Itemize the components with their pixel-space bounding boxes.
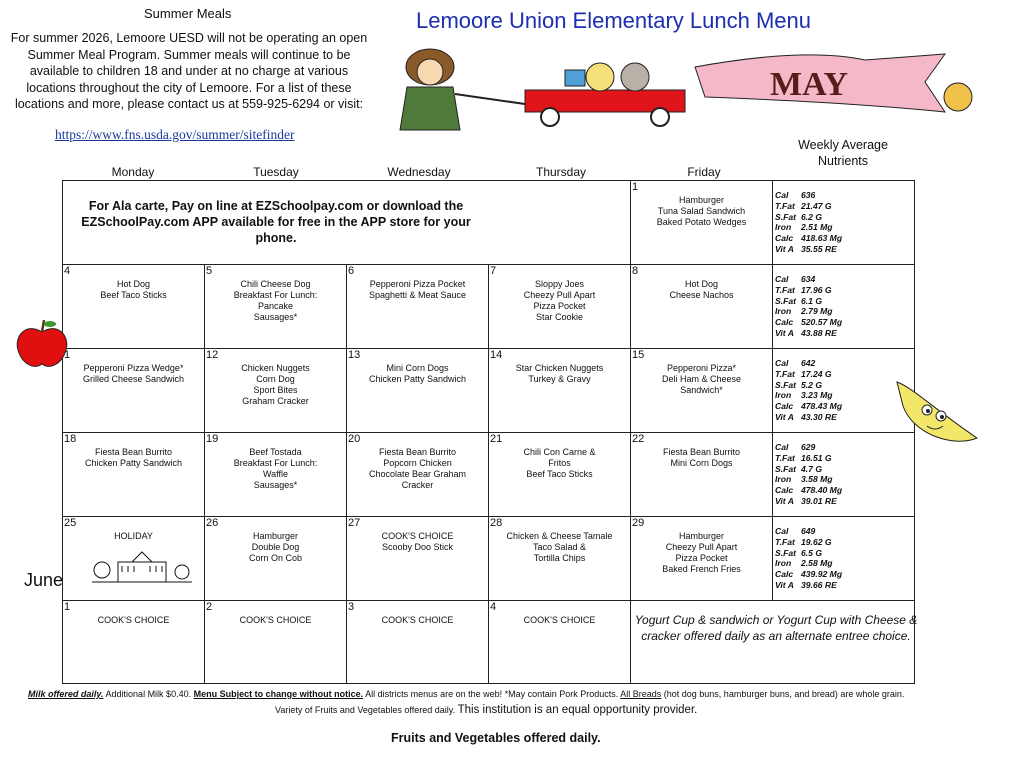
nutrient-row-iron	[775, 306, 914, 317]
nutrient-value: 649	[801, 526, 816, 536]
day-number: 5	[206, 265, 213, 277]
nutrient-row-tfat	[775, 537, 914, 548]
nutrient-row-sfat	[775, 296, 914, 307]
nutrient-row-iron	[775, 474, 914, 485]
nutrient-value: 17.96 G	[801, 284, 832, 295]
nutrient-label: Vit A	[775, 495, 794, 506]
nutrient-label: T.Fat	[775, 452, 795, 463]
nutrient-label: Cal	[775, 358, 789, 368]
day-number: 22	[632, 433, 645, 445]
day-header-wednesday: Wednesday	[387, 165, 451, 179]
day-cell	[631, 265, 773, 349]
footer-line-2	[275, 704, 697, 716]
menu-items: COOK'S CHOICE	[239, 615, 312, 625]
menu-items: Fiesta Bean Burrito Popcorn Chicken Chocolate Bear Graham Cracker	[368, 447, 467, 490]
nutrient-label: T.Fat	[775, 368, 795, 379]
day-cell	[489, 181, 631, 265]
menu-items: COOK'S CHOICE	[381, 615, 454, 625]
menu-items: COOK'S CHOICE Scooby Doo Stick	[381, 531, 454, 552]
day-number: 4	[490, 601, 497, 613]
footer-equal-opportunity: This institution is an equal opportunity provider.	[457, 704, 698, 716]
nutrient-row-sfat	[775, 464, 914, 475]
nutrient-value: 629	[801, 442, 816, 452]
day-number: 27	[348, 517, 361, 529]
nutrient-label: Iron	[775, 222, 792, 233]
nutrient-label: Vit A	[775, 579, 794, 590]
menu-items	[489, 181, 631, 195]
nutrient-value: 16.51 G	[801, 452, 832, 463]
nutrient-value: 439.92 Mg	[801, 569, 843, 580]
nutrient-label: Cal	[775, 274, 789, 284]
nutrient-cell	[773, 181, 915, 265]
may-banner-text: MAY	[770, 66, 849, 103]
nutrient-label: T.Fat	[775, 284, 795, 295]
menu-items: Hamburger Tuna Salad Sandwich Baked Potato Wedges	[656, 195, 747, 227]
week-row	[63, 349, 915, 433]
day-number: 15	[632, 349, 645, 361]
week-row	[63, 265, 915, 349]
menu-items: Pepperoni Pizza Wedge* Grilled Cheese Sandwich	[82, 363, 185, 384]
girl-figure	[400, 49, 525, 130]
day-number: 18	[64, 433, 77, 445]
menu-items: Beef Tostada Breakfast For Lunch: Waffle Sausages*	[233, 447, 318, 490]
footer-variety: Variety of Fruits and Vegetables offered daily.	[275, 705, 458, 715]
menu-items: Chili Con Carne & Fritos Beef Taco Sticks	[523, 447, 596, 479]
nutrient-row-calc	[775, 233, 914, 244]
nutrient-row-sfat	[775, 548, 914, 559]
nutrient-label: S.Fat	[775, 547, 797, 558]
nutrient-value: 478.43 Mg	[801, 401, 843, 412]
nutrient-value: 35.55 RE	[801, 243, 837, 254]
day-cell	[205, 265, 347, 349]
menu-items: Chicken Nuggets Corn Dog Sport Bites Graham Cracker	[241, 363, 310, 406]
day-cell	[347, 433, 489, 517]
nutrient-value: 5.2 G	[801, 379, 823, 390]
nutrient-row-cal	[775, 274, 914, 285]
nutrient-label: Calc	[775, 401, 794, 412]
day-cell	[205, 349, 347, 433]
day-header-monday: Monday	[111, 165, 155, 179]
june-label: June	[24, 570, 64, 590]
footer-rest1: All districts menus are on the web! *May contain Pork Products.	[363, 689, 621, 699]
nutrient-row-vita	[775, 244, 914, 255]
nutrient-row-cal	[775, 190, 914, 201]
menu-items: Star Chicken Nuggets Turkey & Gravy	[515, 363, 604, 384]
menu-items: COOK'S CHOICE	[97, 615, 170, 625]
school-building-icon	[88, 550, 196, 588]
day-number: 4	[64, 265, 71, 277]
nutrient-label: Calc	[775, 317, 794, 328]
day-cell	[63, 349, 205, 433]
nutrient-value: 2.58 Mg	[801, 558, 833, 569]
nutrient-label: Calc	[775, 485, 794, 496]
menu-items: COOK'S CHOICE	[523, 615, 596, 625]
nutrient-label: S.Fat	[775, 463, 797, 474]
nutrient-row-cal	[775, 358, 914, 369]
nutrient-value: 43.88 RE	[801, 327, 837, 338]
menu-items: Fiesta Bean Burrito Mini Corn Dogs	[662, 447, 741, 468]
day-cell	[347, 349, 489, 433]
nutrient-label: Calc	[775, 233, 794, 244]
nutrient-label: Vit A	[775, 327, 794, 338]
day-cell	[631, 349, 773, 433]
may-banner-illustration	[385, 42, 985, 132]
nutrient-cell	[773, 517, 915, 601]
nutrient-value: 6.1 G	[801, 295, 823, 306]
nutrient-row-tfat	[775, 285, 914, 296]
footer-milk: Milk offered daily.	[28, 689, 104, 699]
day-number: 26	[206, 517, 219, 529]
day-cell	[205, 433, 347, 517]
menu-items: Pepperoni Pizza Pocket Spaghetti & Meat Sauce	[368, 279, 467, 300]
apple-icon	[14, 318, 70, 370]
summer-meals-title: Summer Meals	[144, 6, 232, 21]
day-number: 1	[64, 349, 71, 361]
day-number: 2	[206, 601, 213, 613]
footer-line-1	[28, 689, 904, 699]
nutrient-value: 4.7 G	[801, 463, 823, 474]
summer-meals-text: For summer 2026, Lemoore UESD will not be operating an open Summer Meal Program. Summer meals will continue to be available to children 18 and under at no charge at various locations throughout the city of Lemoore. For a list of these locations and more, please contact us at 559-925-6294 or visit:	[10, 31, 368, 111]
day-number: 13	[348, 349, 361, 361]
day-cell	[631, 517, 773, 601]
nutrient-value: 19.62 G	[801, 536, 832, 547]
nutrient-label: Iron	[775, 390, 792, 401]
nutrient-cell	[773, 265, 915, 349]
day-cell	[63, 601, 205, 684]
day-number: 20	[348, 433, 361, 445]
day-cell	[205, 601, 347, 684]
day-number: 8	[632, 265, 639, 277]
nutrient-value: 39.01 RE	[801, 495, 837, 506]
nutrient-row-iron	[775, 222, 914, 233]
day-number: 1	[64, 601, 71, 613]
day-cell	[63, 265, 205, 349]
day-cell	[631, 433, 773, 517]
summer-sitefinder-link[interactable]: https://www.fns.usda.gov/summer/sitefinder	[55, 127, 295, 142]
page-title: Lemoore Union Elementary Lunch Menu	[416, 8, 812, 33]
menu-items: Mini Corn Dogs Chicken Patty Sandwich	[368, 363, 467, 384]
nutrient-label: Vit A	[775, 411, 794, 422]
nutrient-row-iron	[775, 558, 914, 569]
nutrient-value: 21.47 G	[801, 200, 832, 211]
footer-breads: All Breads	[620, 689, 662, 699]
day-cell	[489, 265, 631, 349]
nutrient-value: 17.24 G	[801, 368, 832, 379]
nutrient-label: Iron	[775, 558, 792, 569]
nutrient-label: T.Fat	[775, 200, 795, 211]
menu-items: Hot Dog Cheese Nachos	[669, 279, 734, 300]
day-number: 12	[206, 349, 219, 361]
nutrient-row-sfat	[775, 212, 914, 223]
day-number: 7	[490, 265, 497, 277]
nutrient-value: 520.57 Mg	[801, 317, 843, 328]
menu-items: Chili Cheese Dog Breakfast For Lunch: Pancake Sausages*	[233, 279, 318, 322]
nutrient-value: 2.79 Mg	[801, 306, 833, 317]
day-number: 6	[348, 265, 355, 277]
nutrient-row-tfat	[775, 201, 914, 212]
day-cell	[489, 517, 631, 601]
nutrient-row-cal	[775, 526, 914, 537]
nutrient-row-tfat	[775, 453, 914, 464]
banana-character-icon	[893, 378, 979, 450]
alacarte-text: For Ala carte, Pay on line at EZSchoolpay.com or download the EZSchoolPay.com APP available for free in the APP store for your phone.	[81, 199, 471, 245]
nutrient-label: Iron	[775, 306, 792, 317]
footer-rest2: (hot dog buns, hamburger buns, and bread) are whole grain.	[661, 689, 905, 699]
day-number: 1	[632, 181, 639, 193]
menu-items: Hamburger Cheezy Pull Apart Pizza Pocket Baked French Fries	[662, 531, 741, 574]
day-header-thursday: Thursday	[535, 165, 587, 179]
week-row	[63, 433, 915, 517]
nutrient-label: S.Fat	[775, 379, 797, 390]
nutrient-value: 3.58 Mg	[801, 474, 833, 485]
nutrient-row-calc	[775, 569, 914, 580]
day-cell	[347, 265, 489, 349]
nutrient-value: 39.66 RE	[801, 579, 837, 590]
nutrient-value: 2.51 Mg	[801, 222, 833, 233]
day-cell	[489, 433, 631, 517]
nutrient-value: 478.40 Mg	[801, 485, 843, 496]
nutrient-label: Cal	[775, 442, 789, 452]
weekly-nutrients-header: Weekly Average Nutrients	[798, 138, 888, 168]
day-cell	[489, 349, 631, 433]
day-number: 3	[348, 601, 355, 613]
nutrient-value: 642	[801, 358, 816, 368]
may-flag	[695, 54, 972, 112]
nutrient-row-vita	[775, 580, 914, 591]
nutrient-row-calc	[775, 317, 914, 328]
nutrient-value: 634	[801, 274, 816, 284]
alacarte-notice	[62, 180, 490, 264]
day-cell	[347, 601, 489, 684]
footer-subject: Menu Subject to change without notice.	[193, 689, 364, 699]
nutrient-label: S.Fat	[775, 295, 797, 306]
footer-fruits: Fruits and Vegetables offered daily.	[391, 731, 601, 745]
day-number: 19	[206, 433, 219, 445]
day-number: 28	[490, 517, 503, 529]
nutrient-label: Iron	[775, 474, 792, 485]
day-number: 14	[490, 349, 503, 361]
nutrient-label: S.Fat	[775, 211, 797, 222]
nutrient-value: 6.2 G	[801, 211, 823, 222]
nutrient-row-calc	[775, 485, 914, 496]
day-cell	[205, 517, 347, 601]
day-number: 25	[64, 517, 77, 529]
footer-additional: Additional Milk $0.40.	[103, 689, 194, 699]
menu-items: Hot Dog Beef Taco Sticks	[100, 279, 167, 300]
nutrient-value: 6.5 G	[801, 547, 823, 558]
nutrient-label: Cal	[775, 190, 789, 200]
nutrient-value: 43.30 RE	[801, 411, 837, 422]
nutrient-label: Calc	[775, 569, 794, 580]
day-cell	[347, 517, 489, 601]
wagon	[525, 63, 685, 126]
day-header-tuesday: Tuesday	[253, 165, 299, 179]
menu-items: Fiesta Bean Burrito Chicken Patty Sandwich	[84, 447, 183, 468]
day-cell	[489, 601, 631, 684]
nutrient-label: Vit A	[775, 243, 794, 254]
menu-items: HOLIDAY	[114, 531, 153, 541]
day-number: 29	[632, 517, 645, 529]
menu-items: Pepperoni Pizza* Deli Ham & Cheese Sandwich*	[661, 363, 742, 395]
menu-items: Sloppy Joes Cheezy Pull Apart Pizza Pocket Star Cookie	[523, 279, 596, 322]
day-cell	[63, 433, 205, 517]
nutrient-value: 418.63 Mg	[801, 233, 843, 244]
menu-items: Chicken & Cheese Tamale Taco Salad & Tortilla Chips	[506, 531, 613, 563]
menu-items: Hamburger Double Dog Corn On Cob	[248, 531, 303, 563]
nutrient-row-vita	[775, 496, 914, 507]
nutrient-row-vita	[775, 328, 914, 339]
day-cell	[631, 181, 773, 265]
nutrient-label: Cal	[775, 526, 789, 536]
nutrient-label: T.Fat	[775, 536, 795, 547]
nutrient-value: 636	[801, 190, 816, 200]
yogurt-alternate-note: Yogurt Cup & sandwich or Yogurt Cup with Cheese & cracker offered daily as an alternate entree choice.	[634, 613, 918, 643]
day-number: 21	[490, 433, 503, 445]
nutrient-value: 3.23 Mg	[801, 390, 833, 401]
day-header-friday: Friday	[687, 165, 721, 179]
